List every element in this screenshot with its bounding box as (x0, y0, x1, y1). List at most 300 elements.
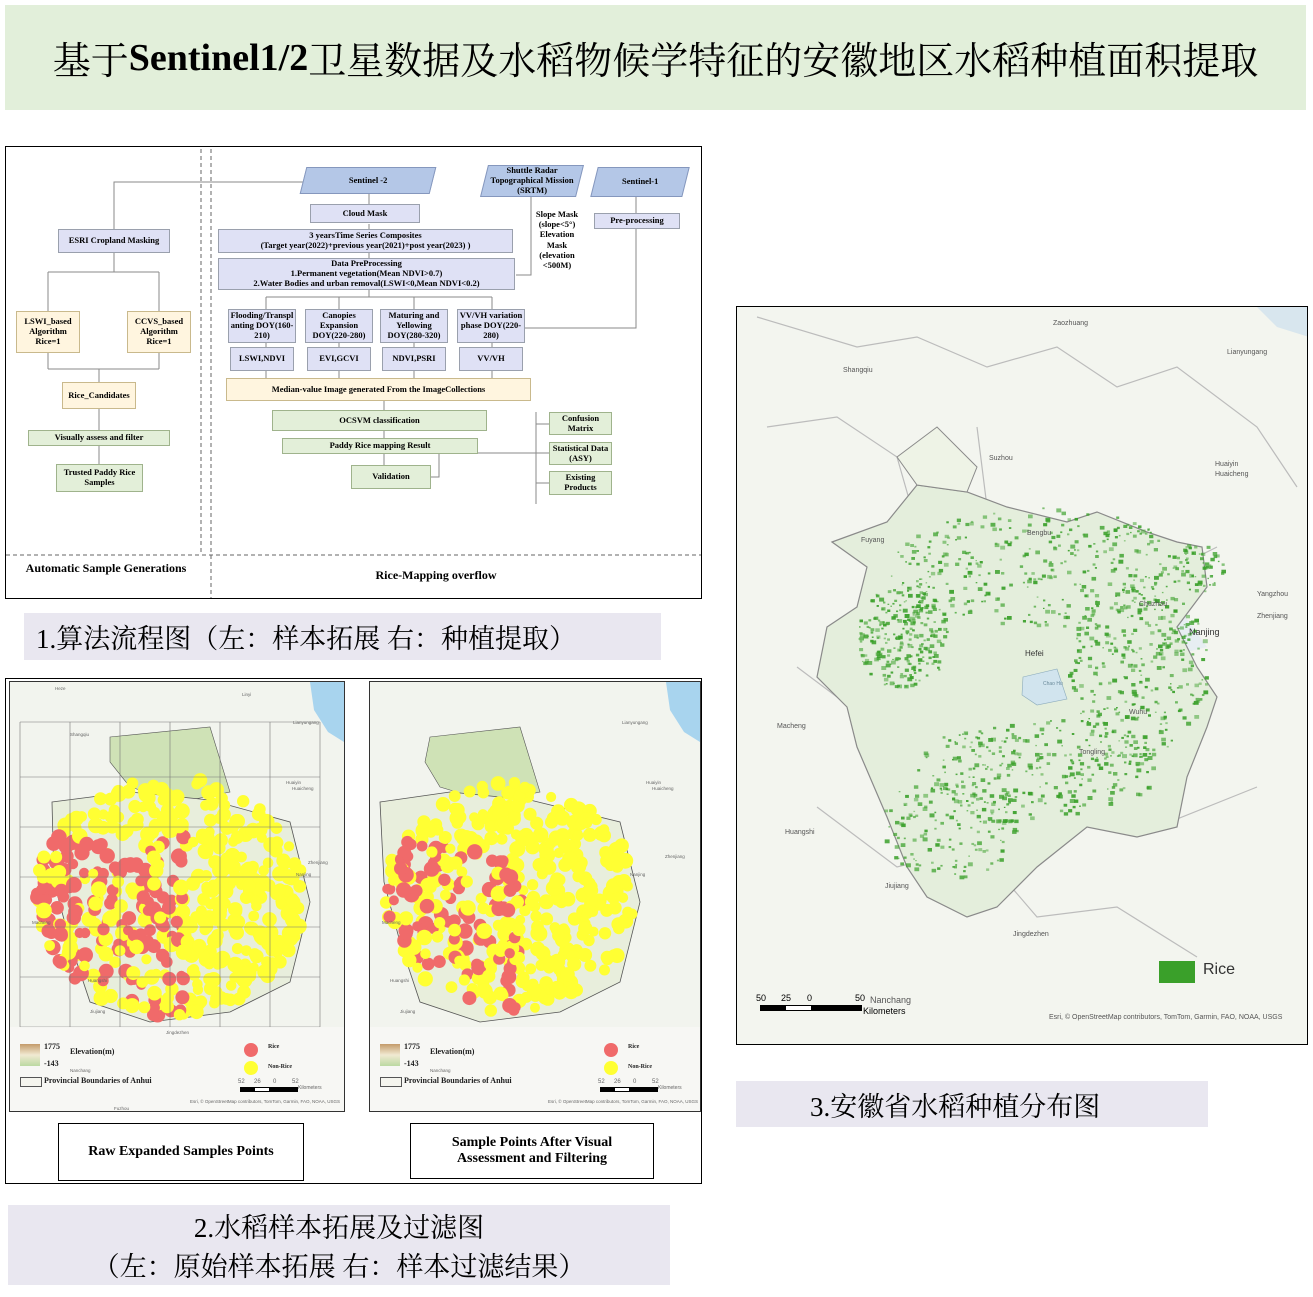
nonrice-sample-point (464, 786, 476, 798)
rice-paddy-patch (932, 663, 935, 665)
rice-paddy-patch (1077, 549, 1079, 551)
rice-paddy-patch (1138, 525, 1142, 528)
rice-paddy-patch (909, 633, 912, 636)
rice-sample-point (389, 895, 399, 905)
rice-paddy-patch (1205, 683, 1208, 686)
rice-paddy-patch (1099, 682, 1103, 685)
nonrice-sample-point (561, 892, 576, 907)
rice-paddy-patch (957, 536, 961, 540)
rice-paddy-patch (1175, 567, 1179, 570)
rice-paddy-patch (1127, 735, 1130, 737)
rice-paddy-patch (1028, 515, 1033, 519)
nonrice-sample-point (284, 841, 294, 851)
rice-paddy-patch (1008, 795, 1011, 798)
rice-paddy-patch (964, 738, 966, 740)
rice-paddy-patch (1146, 748, 1150, 751)
rice-paddy-patch (1065, 775, 1068, 778)
rice-paddy-patch (1064, 561, 1066, 563)
rice-paddy-patch (940, 865, 942, 867)
rice-paddy-patch (1133, 535, 1137, 538)
rice-paddy-patch (1205, 676, 1209, 679)
rice-paddy-patch (1136, 764, 1139, 766)
rice-paddy-patch (953, 757, 958, 761)
rice-paddy-patch (1078, 662, 1081, 664)
rice-paddy-patch (874, 617, 878, 620)
rice-paddy-patch (1087, 722, 1092, 726)
rice-paddy-patch (1197, 623, 1199, 625)
rice-paddy-patch (920, 835, 924, 838)
rice-paddy-patch (1001, 603, 1005, 606)
rice-paddy-patch (1041, 733, 1043, 735)
nonrice-sample-point (94, 792, 107, 805)
rice-paddy-patch (876, 594, 878, 596)
rice-paddy-patch (1185, 626, 1187, 628)
rice-paddy-patch (932, 606, 936, 609)
rice-paddy-patch (984, 801, 986, 803)
rice-paddy-patch (1089, 745, 1091, 746)
rice-paddy-patch (904, 857, 907, 859)
rice-paddy-patch (1194, 546, 1197, 549)
rice-paddy-patch (1057, 740, 1062, 744)
rice-paddy-patch (896, 611, 898, 613)
phenology-vvvh-box: VV/VH variation phase DOY(220-280) (457, 309, 525, 343)
rice-paddy-patch (909, 563, 912, 565)
rice-paddy-patch (1170, 614, 1174, 617)
rice-scale-2: 0 (807, 993, 813, 1003)
nonrice-sample-point (222, 876, 236, 890)
rice-paddy-patch (1127, 617, 1129, 618)
rice-paddy-patch (1020, 565, 1023, 568)
rice-paddy-patch (1099, 767, 1103, 771)
rice-paddy-patch (999, 746, 1002, 748)
nonrice-sample-point (539, 894, 554, 909)
rice-paddy-patch (1140, 579, 1144, 582)
rice-paddy-patch (861, 654, 865, 657)
rice-paddy-patch (970, 610, 973, 612)
rice-paddy-patch (1068, 809, 1072, 812)
rice-paddy-patch (911, 646, 913, 648)
nonrice-sample-point (258, 865, 269, 876)
rice-paddy-patch (1005, 819, 1009, 822)
nonrice-sample-point (129, 940, 144, 955)
rice-paddy-patch (934, 828, 936, 830)
rice-paddy-patch (912, 629, 915, 631)
rice-paddy-patch (1039, 786, 1041, 787)
rice-paddy-patch (960, 876, 965, 880)
rice-paddy-patch (1167, 573, 1170, 575)
rice-paddy-patch (928, 586, 930, 588)
rice-paddy-patch (1136, 652, 1138, 654)
rice-paddy-patch (965, 537, 967, 539)
rice-paddy-patch (1151, 661, 1154, 663)
rice-paddy-patch (1151, 690, 1154, 692)
rice-paddy-patch (1169, 621, 1172, 624)
nonrice-sample-point (187, 965, 198, 976)
rice-sample-point (400, 927, 413, 940)
rice-paddy-patch (894, 856, 898, 859)
phenology-canopies-box: Canopies Expansion DOY(220-280) (305, 309, 373, 343)
rice-paddy-patch (1171, 740, 1173, 742)
raw-nonrice-label: Non-Rice (268, 1064, 292, 1070)
rice-paddy-patch (1079, 657, 1082, 659)
rice-paddy-patch (1064, 804, 1068, 807)
nonrice-sample-point (530, 942, 545, 957)
raw-city-0: Heze (55, 686, 66, 691)
nonrice-sample-point (171, 808, 182, 819)
rice-paddy-patch (1118, 740, 1120, 741)
rice-paddy-patch (1154, 576, 1159, 580)
rice-paddy-patch (1092, 700, 1095, 703)
rice-paddy-patch (980, 821, 982, 822)
rice-paddy-patch (1159, 573, 1163, 576)
rice-paddy-patch (966, 568, 968, 570)
rice-paddy-patch (943, 541, 947, 544)
rice-paddy-patch (990, 835, 994, 838)
rice-paddy-patch (955, 563, 959, 566)
rice-paddy-patch (1189, 589, 1191, 591)
rice-paddy-patch (990, 794, 995, 798)
rice-paddy-patch (1039, 767, 1041, 769)
rice-paddy-patch (977, 841, 982, 845)
rice-paddy-patch (1146, 554, 1148, 556)
rice-paddy-patch (1074, 777, 1076, 779)
rice-paddy-patch (1074, 583, 1077, 585)
nonrice-sample-point (76, 811, 87, 822)
rice-paddy-patch (958, 800, 963, 804)
rice-paddy-patch (1041, 579, 1043, 581)
raw-attribution: Esri, © OpenStreetMap contributors, TomTom, Garmin, FAO, NOAA, USGS (190, 1099, 341, 1104)
rice-paddy-patch (895, 821, 899, 825)
rice-paddy-patch (1156, 648, 1158, 650)
rice-paddy-patch (998, 829, 1000, 830)
rice-sample-point (80, 928, 90, 938)
rice-paddy-patch (1008, 801, 1011, 803)
rice-paddy-patch (940, 788, 942, 790)
nonrice-sample-point (272, 837, 283, 848)
rice-paddy-patch (1110, 764, 1114, 767)
rice-paddy-patch (988, 750, 991, 752)
rice-paddy-patch (906, 817, 910, 820)
nonrice-sample-point (138, 1001, 150, 1013)
rice-paddy-patch (999, 750, 1002, 753)
nonrice-sample-point (494, 987, 508, 1001)
nonrice-sample-point (248, 911, 259, 922)
rice-sample-point (471, 959, 482, 970)
rice-paddy-patch (929, 801, 933, 804)
rice-paddy-patch (1128, 664, 1133, 668)
nonrice-sample-point (193, 773, 207, 787)
rice-paddy-patch (899, 604, 901, 606)
rice-city-1: Lianyungang (1227, 349, 1268, 356)
rice-paddy-patch (1081, 778, 1083, 779)
rice-paddy-patch (1083, 534, 1085, 536)
rice-paddy-patch (998, 809, 1000, 811)
sentinel1-source: Sentinel-1 (590, 167, 689, 197)
rice-paddy-patch (1180, 626, 1184, 629)
rice-paddy-patch (858, 638, 860, 640)
raw-city-2: Shangqiu (70, 732, 90, 737)
raw-elev-min: -143 (44, 1059, 59, 1068)
rice-paddy-patch (976, 810, 978, 812)
rice-paddy-patch (1182, 668, 1187, 672)
rice-paddy-patch (1161, 656, 1166, 660)
rice-paddy-patch (949, 846, 952, 848)
rice-paddy-patch (1145, 686, 1147, 688)
rice-paddy-patch (988, 817, 993, 821)
rice-paddy-patch (884, 684, 886, 686)
rice-paddy-patch (1108, 749, 1111, 751)
rice-paddy-patch (1179, 685, 1183, 688)
rice-paddy-patch (913, 614, 915, 616)
rice-paddy-patch (1085, 607, 1090, 611)
rice-paddy-patch (1186, 722, 1191, 726)
rice-paddy-patch (1079, 806, 1081, 807)
rice-paddy-patch (1119, 712, 1121, 713)
raw-city-5: Huaicheng (292, 786, 314, 791)
rice-paddy-patch (1203, 690, 1208, 694)
rice-paddy-patch (1202, 679, 1204, 680)
rice-paddy-patch (1136, 768, 1141, 772)
rice-paddy-patch (963, 870, 966, 872)
flt-boundary-swatch (380, 1077, 402, 1087)
rice-paddy-patch (888, 604, 890, 605)
rice-paddy-patch (1112, 731, 1115, 733)
rice-paddy-patch (955, 612, 957, 614)
rice-paddy-patch (955, 860, 958, 862)
rice-paddy-patch (1139, 617, 1143, 620)
rice-sample-point (424, 861, 440, 877)
rice-sample-point (36, 884, 46, 894)
rice-paddy-patch (1095, 567, 1097, 569)
nonrice-sample-point (243, 880, 256, 893)
rice-paddy-patch (980, 744, 984, 748)
rice-sample-point (143, 905, 154, 916)
rice-paddy-patch (899, 791, 901, 792)
rice-paddy-patch (1007, 774, 1010, 777)
rice-paddy-patch (958, 523, 961, 525)
nonrice-sample-point (461, 876, 473, 888)
nonrice-sample-point (274, 955, 287, 968)
rice-paddy-patch (940, 846, 944, 849)
rice-paddy-patch (1182, 641, 1186, 644)
rice-paddy-patch (952, 797, 955, 799)
nonrice-sample-point (525, 896, 537, 908)
rice-paddy-patch (909, 674, 912, 676)
rice-candidates-box: Rice_Candidates (62, 382, 136, 409)
nonrice-sample-point (530, 911, 541, 922)
rice-city-4: Huaiyin (1215, 461, 1239, 468)
rice-paddy-patch (1058, 792, 1062, 795)
rice-paddy-patch (1162, 592, 1164, 593)
rice-paddy-patch (1143, 587, 1145, 589)
index-vvvh-box: VV/VH (459, 347, 523, 371)
rice-paddy-patch (867, 626, 870, 628)
flt-scale-2: 0 (633, 1079, 637, 1085)
rice-paddy-patch (1172, 633, 1174, 635)
rice-paddy-patch (916, 863, 919, 865)
rice-paddy-patch (1095, 555, 1099, 558)
rice-paddy-patch (918, 663, 920, 665)
median-image-box: Median-value Image generated From the ImageCollections (226, 378, 531, 401)
nonrice-sample-point (88, 807, 101, 820)
nonrice-sample-point (402, 953, 416, 967)
nonrice-sample-point (109, 805, 120, 816)
nonrice-sample-point (126, 966, 140, 980)
rice-paddy-patch (1093, 725, 1096, 728)
rice-paddy-patch (1105, 641, 1109, 644)
rice-paddy-patch (872, 637, 874, 638)
rice-paddy-patch (1077, 633, 1081, 636)
rice-paddy-patch (1135, 569, 1138, 571)
raw-city-8: Macheng (32, 920, 51, 925)
rice-paddy-patch (1110, 791, 1115, 795)
rice-paddy-patch (918, 648, 921, 651)
nonrice-sample-point (459, 974, 470, 985)
rice-paddy-patch (1113, 783, 1117, 787)
rice-paddy-patch (893, 634, 895, 636)
rice-paddy-patch (885, 810, 889, 813)
rice-paddy-patch (956, 785, 959, 787)
rice-paddy-patch (1072, 763, 1074, 765)
nonrice-sample-point (287, 895, 301, 909)
rice-paddy-patch (918, 586, 920, 588)
rice-paddy-patch (1124, 676, 1128, 679)
rice-paddy-patch (1038, 798, 1043, 802)
rice-paddy-patch (1157, 540, 1160, 542)
rice-paddy-patch (958, 760, 962, 763)
rice-paddy-patch (888, 590, 892, 593)
rice-paddy-patch (1023, 582, 1025, 584)
raw-city-10: Jiujiang (90, 1009, 106, 1014)
rice-paddy-patch (1149, 535, 1153, 538)
rice-paddy-patch (1124, 773, 1127, 775)
rice-paddy-patch (897, 666, 899, 668)
rice-paddy-patch (887, 638, 890, 640)
rice-paddy-patch (938, 669, 940, 671)
rice-paddy-patch (981, 778, 986, 782)
rice-paddy-patch (1067, 571, 1072, 575)
rice-paddy-patch (904, 685, 909, 689)
raw-scale-3: 52 (292, 1079, 299, 1085)
rice-paddy-patch (955, 864, 957, 866)
rice-paddy-patch (953, 525, 957, 528)
nonrice-sample-point (36, 903, 52, 919)
existing-products-box: Existing Products (549, 471, 612, 495)
rice-paddy-patch (1028, 614, 1030, 616)
rice-sample-point (137, 890, 151, 904)
rice-paddy-patch (1104, 762, 1108, 766)
rice-paddy-patch (967, 810, 969, 811)
nonrice-sample-point (253, 823, 267, 837)
rice-paddy-patch (1070, 759, 1073, 761)
rice-paddy-patch (937, 601, 939, 602)
rice-paddy-patch (961, 781, 964, 783)
rice-paddy-patch (940, 642, 942, 643)
rice-paddy-patch (876, 636, 880, 639)
nonrice-sample-point (228, 902, 242, 916)
nonrice-sample-point (192, 939, 206, 953)
rice-paddy-patch (913, 811, 915, 812)
rice-paddy-patch (914, 670, 916, 672)
rice-paddy-patch (1103, 722, 1108, 726)
rice-paddy-patch (1059, 730, 1061, 732)
rice-paddy-patch (1115, 596, 1117, 597)
raw-city-12: Nanchang (70, 1068, 91, 1073)
rice-paddy-patch (1092, 577, 1097, 581)
nonrice-sample-point (125, 998, 140, 1013)
rice-paddy-patch (884, 638, 886, 640)
rice-paddy-patch (1093, 672, 1098, 676)
nonrice-sample-point (114, 899, 128, 913)
rice-paddy-patch (1086, 513, 1089, 516)
rice-paddy-patch (1076, 772, 1081, 776)
nonrice-sample-point (250, 896, 261, 907)
rice-paddy-patch (1095, 627, 1099, 630)
rice-paddy-patch (966, 800, 969, 802)
rice-paddy-patch (976, 582, 978, 583)
rice-sample-point (54, 956, 67, 969)
rice-paddy-patch (1034, 606, 1036, 608)
rice-paddy-patch (1183, 566, 1185, 568)
rice-paddy-patch (1075, 662, 1078, 664)
rice-paddy-patch (958, 558, 961, 560)
nonrice-sample-point (151, 969, 161, 979)
rice-paddy-patch (904, 601, 906, 602)
rice-sample-point (67, 911, 81, 925)
rice-paddy-patch (1144, 758, 1148, 761)
rice-paddy-patch (999, 858, 1004, 862)
rice-paddy-patch (1092, 613, 1096, 616)
rice-paddy-patch (1056, 727, 1058, 729)
nonrice-sample-point (525, 963, 536, 974)
rice-paddy-patch (1181, 573, 1186, 577)
rice-paddy-patch (1221, 570, 1226, 574)
rice-paddy-patch (1080, 768, 1082, 770)
rice-paddy-patch (1095, 759, 1099, 762)
rice-paddy-patch (910, 684, 914, 688)
slope-mask-label: Slope Mask (slope<5°) Elevation Mask (elevation <500M) (535, 209, 579, 270)
rice-paddy-patch (1105, 732, 1109, 735)
rice-paddy-patch (885, 642, 888, 644)
rice-paddy-patch (932, 775, 934, 777)
rice-paddy-patch (926, 662, 929, 664)
rice-sample-point (59, 839, 74, 854)
raw-city-3: Lianyungang (293, 720, 319, 725)
rice-paddy-patch (1010, 724, 1015, 728)
rice-paddy-patch (1197, 648, 1200, 650)
rice-paddy-patch (919, 864, 922, 866)
rice-paddy-patch (1137, 530, 1140, 532)
rice-paddy-patch (1070, 552, 1074, 555)
rice-paddy-patch (1203, 639, 1208, 643)
rice-paddy-patch (903, 620, 907, 623)
rice-paddy-patch (904, 805, 906, 806)
rice-paddy-patch (939, 609, 941, 611)
nonrice-sample-point (549, 954, 565, 970)
nonrice-sample-point (197, 893, 210, 906)
rice-paddy-patch (997, 860, 999, 862)
rice-paddy-patch (938, 561, 942, 564)
rice-map-panel (736, 306, 1308, 1045)
rice-paddy-patch (1137, 747, 1139, 749)
phenology-flooding-box: Flooding/Transpl anting DOY(160-210) (228, 309, 296, 343)
preproc-line2: 1.Permanent vegetation(Mean NDVI>0.7) (290, 268, 443, 279)
rice-paddy-patch (964, 866, 967, 868)
rice-paddy-patch (1042, 507, 1044, 509)
flt-city-6: Zhenjiang (665, 854, 685, 859)
rice-paddy-patch (925, 647, 930, 651)
rice-paddy-patch (966, 552, 969, 555)
